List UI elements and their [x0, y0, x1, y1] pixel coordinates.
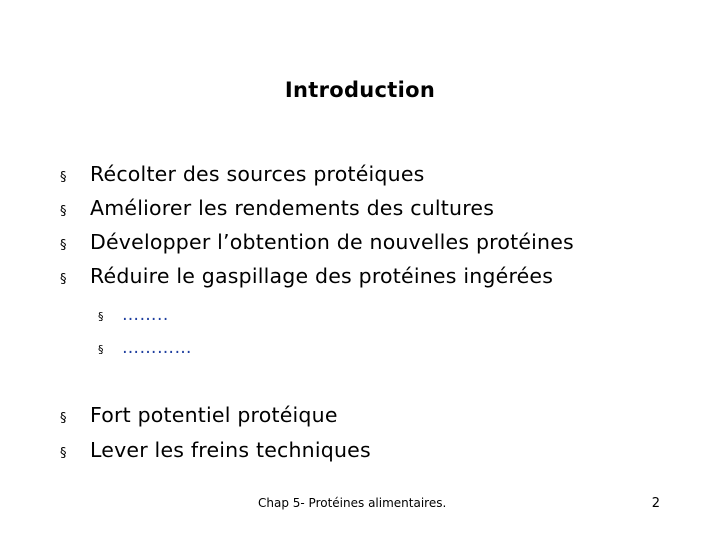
bullet-text: Lever les freins techniques: [90, 438, 371, 462]
bullet-item: [60, 162, 425, 186]
bullet-text: Améliorer les rendements des cultures: [90, 196, 495, 220]
bullet-item: [60, 438, 371, 462]
bullet-marker: §: [60, 204, 67, 219]
sub-bullet-item: [98, 338, 192, 358]
bullet-marker: §: [60, 170, 67, 185]
page-number: 2: [651, 496, 660, 511]
bullet-marker: §: [60, 238, 67, 253]
bullet-item: [60, 230, 574, 254]
bullet-text: Développer l’obtention de nouvelles protéines: [90, 230, 574, 254]
sub-bullet-marker: §: [98, 343, 104, 356]
bullet-marker: §: [60, 272, 67, 287]
slide-title: Introduction: [284, 78, 436, 102]
bullet-marker: §: [60, 446, 67, 461]
bullet-text: Réduire le gaspillage des protéines ingérées: [90, 264, 554, 288]
bullet-item: [60, 196, 494, 220]
bullet-item: [60, 403, 338, 427]
bullet-text: Récolter des sources protéiques: [90, 162, 425, 186]
bullet-marker: §: [60, 411, 67, 426]
sub-bullet-marker: §: [98, 310, 104, 323]
sub-bullet-text: ……..: [122, 305, 169, 325]
footer-caption: Chap 5- Protéines alimentaires.: [258, 496, 447, 510]
bullet-text: Fort potentiel protéique: [90, 403, 338, 427]
sub-bullet-item: [98, 305, 169, 325]
bullet-item: [60, 264, 553, 288]
sub-bullet-text: …………: [122, 338, 192, 358]
